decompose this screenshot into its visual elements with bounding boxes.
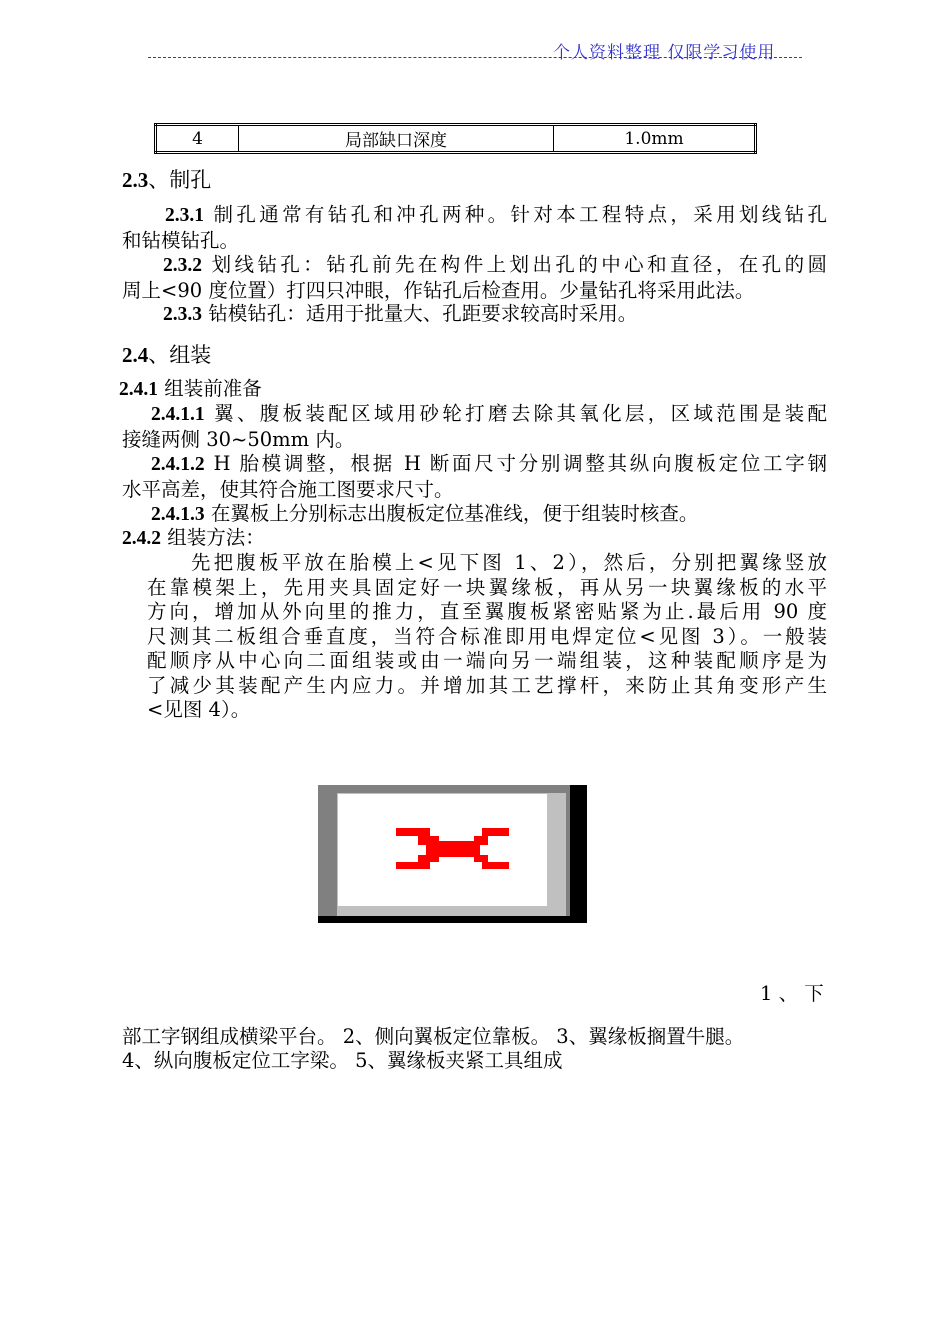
tolerance-table bbox=[154, 123, 757, 154]
paragraph-line: 方向，增加从外向里的推力，直至翼腹板紧密贴紧为止.最后用 90 度 bbox=[147, 600, 827, 623]
clause-number: 2.3.3 bbox=[163, 304, 202, 325]
paragraph-2-4-1-1 bbox=[122, 402, 827, 452]
row-number: 4 bbox=[156, 125, 239, 153]
section-number: 2.3 bbox=[122, 168, 149, 192]
clause-number: 2.4.1.3 bbox=[151, 504, 205, 525]
paragraph-2-3-3 bbox=[163, 302, 637, 328]
caption-line: 部工字钢组成横梁平台。 2、侧向翼板定位靠板。 3、翼缘板搁置牛腿。 bbox=[122, 1025, 745, 1048]
section-2-4-heading bbox=[122, 339, 211, 369]
paragraph-line bbox=[122, 452, 827, 478]
paragraph-line: 周上<90 度位置）打四只冲眼，作钻孔后检查用。少量钻孔将采用此法。 bbox=[122, 278, 755, 302]
section-number: 2.4 bbox=[122, 343, 149, 367]
clause-text: 组装前准备 bbox=[158, 377, 262, 400]
paragraph-line: 和钻模钻孔。 bbox=[122, 228, 240, 252]
clause-text: 制孔通常有钻孔和冲孔两种。针对本工程特点，采用划线钻孔 bbox=[204, 203, 827, 226]
page-header: 个人资料整理 仅限学习使用 bbox=[553, 43, 776, 63]
paragraph-line: 尺测其二板组合垂直度，当符合标准即用电焊定位<见图 3）。一般装 bbox=[147, 624, 827, 648]
paragraph-2-4-1-2 bbox=[122, 452, 827, 502]
clause-text: 在翼板上分别标志出腹板定位基准线，便于组装时核查。 bbox=[204, 502, 699, 525]
clause-number: 2.3.1 bbox=[165, 205, 204, 226]
clause-number: 2.4.1.2 bbox=[151, 454, 205, 475]
clause-number: 2.4.1 bbox=[119, 379, 158, 400]
figure-image bbox=[318, 785, 587, 923]
paragraph-line bbox=[122, 253, 827, 279]
paragraph-2-4-2-body bbox=[147, 551, 827, 723]
section-title: 、制孔 bbox=[148, 168, 212, 192]
clause-text: 翼、腹板装配区域用砂轮打磨去除其氧化层，区域范围是装配 bbox=[204, 402, 827, 425]
row-value: 1.0mm bbox=[554, 125, 756, 153]
paragraph-line: 配顺序从中心向二面组装或由一端向另一端组装，这种装配顺序是为 bbox=[147, 649, 827, 672]
row-item: 局部缺口深度 bbox=[239, 125, 554, 153]
subsection-2-4-2-heading bbox=[122, 526, 265, 552]
h-beam-shape bbox=[396, 828, 509, 869]
subsection-2-4-1-heading bbox=[119, 377, 262, 403]
paragraph-line: <见图 4）。 bbox=[147, 698, 251, 721]
clause-number: 2.4.1.1 bbox=[151, 404, 205, 425]
clause-text: H 胎模调整，根据 H 断面尺寸分别调整其纵向腹板定位工字钢 bbox=[204, 452, 827, 475]
paragraph-line: 了减少其装配产生内应力。并增加其工艺撑杆，来防止其角变形产生 bbox=[147, 673, 827, 697]
section-title: 、组装 bbox=[148, 343, 212, 367]
paragraph-line: 水平高差，使其符合施工图要求尺寸。 bbox=[122, 477, 454, 501]
header-rule bbox=[148, 57, 802, 58]
section-2-3-heading bbox=[122, 164, 211, 194]
clause-text: 划线钻孔：钻孔前先在构件上划出孔的中心和直径，在孔的圆 bbox=[202, 253, 827, 276]
clause-text: 组装方法： bbox=[161, 526, 265, 549]
clause-text: 钻模钻孔：适用于批量大、孔距要求较高时采用。 bbox=[202, 302, 638, 325]
paragraph-2-3-2 bbox=[122, 253, 827, 303]
paragraph-line: 先把腹板平放在胎模上<见下图 1、2），然后，分别把翼缘竖放 bbox=[191, 551, 827, 574]
clause-number: 2.4.2 bbox=[122, 528, 161, 549]
caption-line: 4、纵向腹板定位工字梁。 5、翼缘板夹紧工具组成 bbox=[122, 1049, 563, 1072]
paragraph-2-4-1-3 bbox=[151, 502, 698, 528]
paragraph-line bbox=[122, 203, 827, 229]
paragraph-2-3-1 bbox=[122, 203, 827, 253]
paragraph-line: 接缝两侧 30~50mm 内。 bbox=[122, 427, 355, 451]
clause-number: 2.3.2 bbox=[163, 255, 202, 276]
h-beam-icon bbox=[318, 785, 587, 923]
paragraph-line: 在靠模架上，先用夹具固定好一块翼缘板，再从另一块翼缘板的水平 bbox=[147, 575, 827, 599]
caption-start: 1 、 下 bbox=[760, 982, 824, 1005]
paragraph-line bbox=[122, 402, 827, 428]
table-row bbox=[156, 125, 756, 153]
